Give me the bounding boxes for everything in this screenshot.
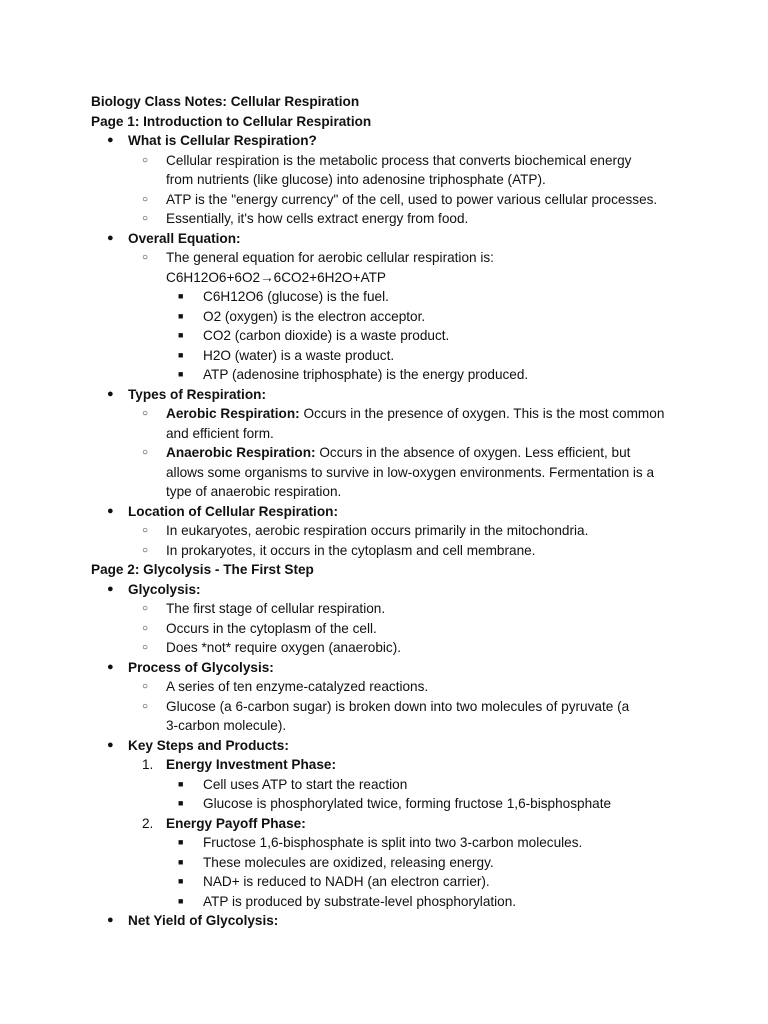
bullet-marker: ■ [178,310,184,321]
list-item: ■ C6H12O6 (glucose) is the fuel. [91,287,691,307]
numbered-item: 1. Energy Investment Phase: [91,755,691,775]
document-body [91,92,691,931]
bullet-marker: ○ [142,193,149,205]
list-item-continuation: and efficient form. [166,425,274,441]
bullet-marker: ■ [178,778,184,789]
bullet-types-of-respiration: ● Types of Respiration: [91,385,691,405]
bullet-net-yield: ● Net Yield of Glycolysis: [91,911,691,931]
list-item: ○ In eukaryotes, aerobic respiration occurs primarily in the mitochondria. [91,521,691,541]
list-item: ■ O2 (oxygen) is the electron acceptor. [91,307,691,327]
bullet-marker: ■ [178,837,184,847]
bullet-marker: ● [107,582,114,595]
list-item: ■ Cell uses ATP to start the reaction [91,775,691,795]
document-title: Biology Class Notes: Cellular Respiration [91,94,360,109]
bullet-process-of-glycolysis: ● Process of Glycolysis: [91,658,691,678]
list-item: ■ ATP (adenosine triphosphate) is the energy produced. [91,365,691,385]
list-item: ○ Cellular respiration is the metabolic process that converts biochemical energy [91,151,691,171]
list-item-continuation: allows some organisms to survive in low-oxygen environments. Fermentation is a [166,464,655,480]
list-item: ■ NAD+ is reduced to NADH (an electron carrier). [91,872,691,892]
bullet-overall-equation: ● Overall Equation: [91,229,691,249]
list-item: ○ Essentially, it's how cells extract energy from food. [91,209,691,229]
list-item-continuation: 3-carbon molecule). [166,718,287,733]
list-item-continuation: from nutrients (like glucose) into adenosine triphosphate (ATP). [166,172,546,187]
bullet-marker: ○ [142,681,149,692]
list-item: ○ In prokaryotes, it occurs in the cytoplasm and cell membrane. [91,541,691,561]
list-item-continuation: type of anaerobic respiration. [166,484,342,499]
list-item: ■ Glucose is phosphorylated twice, forming fructose 1,6-bisphosphate [91,794,691,814]
bullet-marker: ■ [178,895,184,906]
bullet-marker: ■ [178,291,184,301]
list-item: ○ The general equation for aerobic cellular respiration is: [91,248,691,268]
bullet-marker: ● [107,738,114,751]
bullet-marker: ● [107,504,114,517]
list-item: ■ H2O (water) is a waste product. [91,346,691,366]
bullet-marker: ■ [178,798,184,808]
bullet-marker: ■ [178,349,184,360]
bullet-marker: ○ [142,544,149,556]
list-item: ■ These molecules are oxidized, releasing energy. [91,853,691,873]
bullet-marker: ● [107,387,114,400]
numbered-item: 2. Energy Payoff Phase: [91,814,691,834]
page1-heading: Page 1: Introduction to Cellular Respiration [91,113,372,129]
bullet-marker: ● [107,134,114,146]
list-number: 2. [142,815,154,831]
list-item: ■ Fructose 1,6-bisphosphate is split into two 3-carbon molecules. [91,833,691,853]
term-aerobic: Aerobic Respiration: [166,406,300,421]
bullet-marker: ○ [142,447,149,458]
bullet-marker: ■ [178,330,184,340]
bullet-marker: ○ [142,525,149,536]
bullet-marker: ● [107,231,114,244]
list-item: ○ A series of ten enzyme-catalyzed reactions. [91,677,691,697]
equation-formula: C6H12O6+6O2→6CO2+6H2O+ATP [166,269,387,285]
list-item: ○ Does *not* require oxygen (anaerobic). [91,638,691,658]
bullet-what-is-respiration: ● What is Cellular Respiration? [91,131,691,151]
term-anaerobic: Anaerobic Respiration: [166,445,316,460]
list-item: ■ CO2 (carbon dioxide) is a waste product. [91,326,691,346]
bullet-marker: ■ [178,876,184,886]
bullet-marker: ○ [142,603,149,614]
list-number: 1. [142,757,154,772]
list-item: ○ The first stage of cellular respiration. [91,599,691,619]
bullet-location: ● Location of Cellular Respiration: [91,502,691,522]
bullet-marker: ■ [178,369,184,379]
list-item: ○ Glucose (a 6-carbon sugar) is broken down into two molecules of pyruvate (a [91,697,691,717]
page2-heading: Page 2: Glycolysis - The First Step [91,562,314,577]
list-item: ○ Anaerobic Respiration: Occurs in the absence of oxygen. Less efficient, but [91,443,691,463]
bullet-marker: ○ [142,154,149,166]
bullet-key-steps: ● Key Steps and Products: [91,736,691,756]
bullet-marker: ○ [142,213,149,224]
bullet-marker: ○ [142,252,149,263]
list-item: ○ Occurs in the cytoplasm of the cell. [91,619,691,639]
list-item: ○ Aerobic Respiration: Occurs in the presence of oxygen. This is the most common [91,404,691,424]
bullet-marker: ○ [142,700,149,712]
bullet-marker: ○ [142,408,149,419]
bullet-marker: ● [107,660,114,673]
bullet-marker: ○ [142,622,149,634]
bullet-marker: ● [107,914,114,926]
list-item: ■ ATP is produced by substrate-level phosphorylation. [91,892,691,912]
bullet-marker: ■ [178,856,184,867]
bullet-glycolysis: ● Glycolysis: [91,580,691,600]
list-item: ○ ATP is the "energy currency" of the cell, used to power various cellular processes. [91,190,691,210]
bullet-marker: ○ [142,642,149,653]
